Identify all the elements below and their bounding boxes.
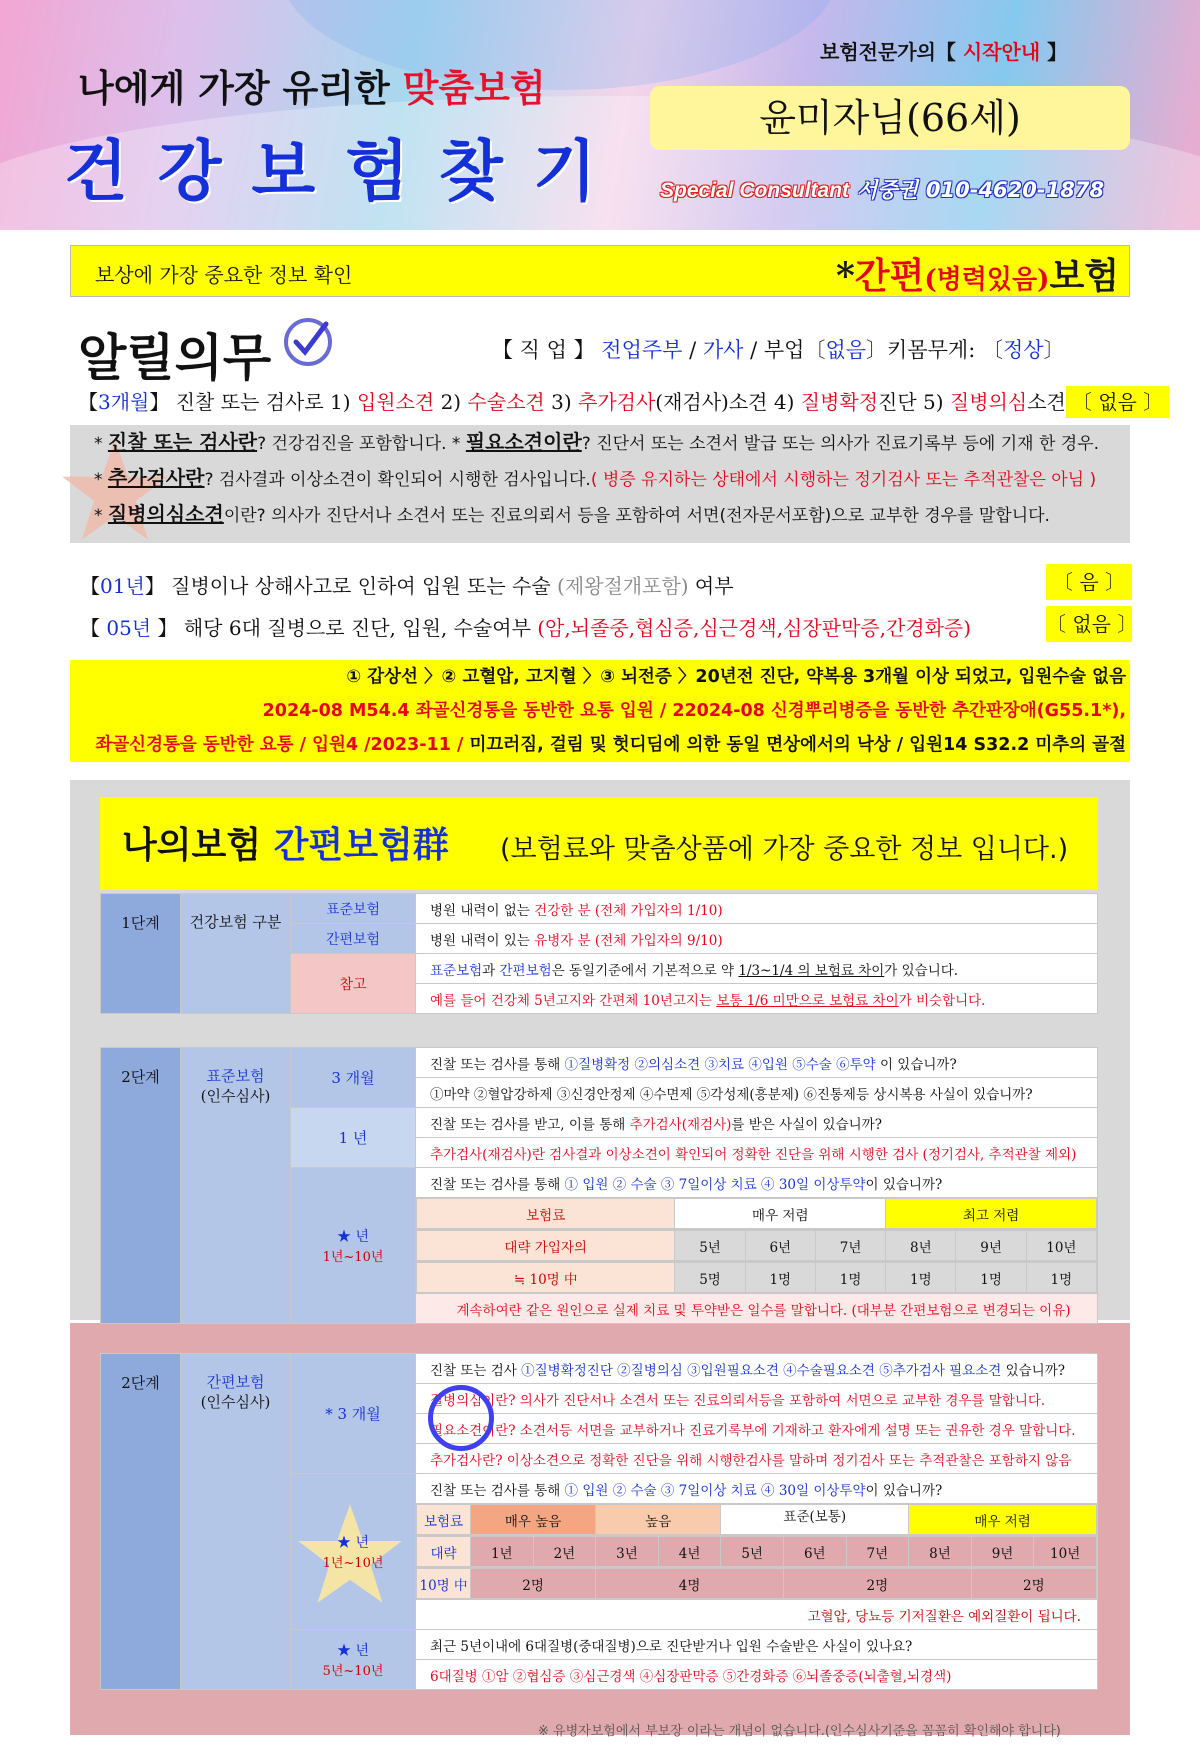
info-bar: 보상에 가장 중요한 정보 확인 *간편(병력있음)보험 xyxy=(70,245,1130,297)
job-line: 【 직 업 】 전업주부 / 가사 / 부업〔없음〕키몸무게: 〔정상〕 xyxy=(492,338,1065,362)
three-month-question: 【3개월】 진찰 또는 검사로 1) 입원소견 2) 수술소견 3) 추가검사(재검사)소견 4) 질병확정진단 5) 질병의심소견 〔 없음 〕 xyxy=(78,386,1169,415)
my-insurance-heading: 나의보험 간편보험群 (보험료와 맞춤상품에 가장 중요한 정보 입니다.) xyxy=(100,797,1098,890)
medical-history-box: ① 갑상선 〉② 고혈압, 고지혈 〉③ 뇌전증 〉20년전 진단, 약복용 3개월 이상 되었고, 입원수술 없음 2024-08 M54.4 좌골신경통을 동반한 요통 입원 / 22024-08 신경뿌리병증을 동반한 추간판장애(G55.1*), 좌골신경통을 동반한 요통 / 입원4 /2023-11 / 미끄러짐, 걸림 및 헛디딤에 의한 동일 면상에서의 낙상 / 입원14 S32.2 미추의 골절 xyxy=(70,660,1130,762)
highlight-circle xyxy=(428,1385,494,1451)
guide-label: 보험전문가의【 시작안내 】 xyxy=(820,40,1068,64)
step1-table: 1단계 건강보험 구분 표준보험 병원 내력이 없는 건강한 분 (전체 가입자의 1/10) 간편보험 병원 내력이 있는 유병자 분 (전체 가입자의 9/10) 참고 표준보험과 간편보험은 동일기준에서 기본적으로 약 1/3~1/4 의 보험료 차이가 있습니다. 예를 들어 건강체 5년고지와 간편체 10년고지는 보통 1/6 미만으로 보험료 차이가 비슷합니다. xyxy=(100,893,1098,1014)
disclosure-title: 알릴의무 xyxy=(78,328,272,387)
customer-name-box: 윤미자님(66세) xyxy=(650,86,1130,150)
page-title: 건강보험찾기 xyxy=(64,132,627,210)
header-banner xyxy=(0,0,1200,230)
answer-box: 〔 없음 〕 xyxy=(1066,386,1169,418)
one-year-question: 【01년】 질병이나 상해사고로 인하여 입원 또는 수술 (제왕절개포함) 여부 xyxy=(80,574,734,598)
five-year-answer: 〔 없음 〕 xyxy=(1046,606,1132,642)
consultant-info: Special Consultant 서중권 010-4620-1878 xyxy=(660,178,1105,202)
star-icon xyxy=(295,1500,405,1608)
step2-simplified-table: 2단계 간편보험 (인수심사) * 3 개월 진찰 또는 검사 ①질병확정진단 ②질병의심 ③입원필요소견 ④수술필요소견 ⑤추가검사 필요소견 있습니까? 질병의심이란? 의사가 진단서나 소견서 또는 진료의뢰서등을 포함하여 서면으로 교부한 경우를 말합니다. 필요소견이란? 소견서등 서면을 교부하거나 진료기록부에 기재하고 환자에게 설명 또는 권유한 경우 말합니다. 추가검사란? 이상소견으로 정확한 진단을 위해 시행한검사를 말하며 정기검사 또는 추적관찰은 포함하지 않음 ★ 년 1년~10년 진찰 또는 검사를 통해 ① 입원 ② 수술 ③ 7일이상 치료 ④ 30일 이상투약이 있습니까? 보험료 매우 높음 높음 표준(보통) 매우 저렴 대략 1년 2년 3년 4년 5년 6년 7년 8년 9년 10년 10명 中 2명 4명 2명 2명 고혈압, 당뇨등 기저질환은 예외질환이 됩니다. ★ 년 5년~10년 최근 5년이내에 6대질병(중대질병)으로 진단받거나 입원 수술받은 사실이 있나요? 6대질병 ①암 ②협심증 ③심근경색 ④심장판막증 ⑤간경화증 ⑥뇌졸중증(뇌출혈,뇌경색) xyxy=(100,1353,1098,1690)
insurance-type-label: *간편(병력있음)보험 xyxy=(835,255,1119,297)
slogan: 나에게 가장 유리한 맞춤보험 xyxy=(78,67,546,110)
one-year-answer: 〔 음 〕 xyxy=(1046,564,1132,600)
five-year-question: 【 05년 】 해당 6대 질병으로 진단, 입원, 수술여부 (암,뇌졸중,협심증,심근경색,심장판막증,간경화증) xyxy=(80,616,972,640)
step2-standard-table: 2단계 표준보험 (인수심사) 3 개월 진찰 또는 검사를 통해 ①질병확정 ②의심소견 ③치료 ④입원 ⑤수술 ⑥투약 이 있습니까? ①마약 ②혈압강하제 ③신경안정제 ④수면제 ⑤각성제(흥분제) ⑥진통제등 상시복용 사실이 있습니까? 1 년 진찰 또는 검사를 받고, 이를 통해 추가검사(재검사)를 받은 사실이 있습니까? 추가검사(재검사)란 검사결과 이상소견이 확인되어 정확한 진단을 위해 시행한 검사 (정기검사, 추적관찰 제외) ★ 년 1년~10년 진찰 또는 검사를 통해 ① 입원 ② 수술 ③ 7일이상 치료 ④ 30일 이상투약이 있습니까? 보험료 매우 저렴 최고 저렴 대략 가입자의 5년 6년 7년 8년 9년 10년 ≒ 10명 中 5명 1명 1명 1명 1명 1명 계속하여란 같은 원인으로 실제 치료 및 투약받은 일수를 말합니다. (대부분 간편보험으로 변경되는 이유) xyxy=(100,1047,1098,1324)
definitions-box: * 진찰 또는 검사란? 건강검진을 포함합니다. * 필요소견이란? 진단서 또는 소견서 발급 또는 의사가 진료기록부 등에 기재 한 경우. * 추가검사란? 검사결과 이상소견이 확인되어 시행한 검사입니다.( 병증 유지하는 상태에서 시행하는 정기검사 또는 추적관찰은 아님 ) * 질병의심소견이란? 의사가 진단서나 소견서 또는 진료의뢰서 등을 포함하여 서면(전자문서포함)으로 교부한 경우를 말합니다. xyxy=(70,425,1130,543)
check-circle-icon xyxy=(282,316,334,368)
footer-note: ※ 유병자보험에서 부보장 이라는 개념이 없습니다.(인수심사기준을 꼼꼼히 확인해야 합니다) xyxy=(538,1724,1061,1739)
